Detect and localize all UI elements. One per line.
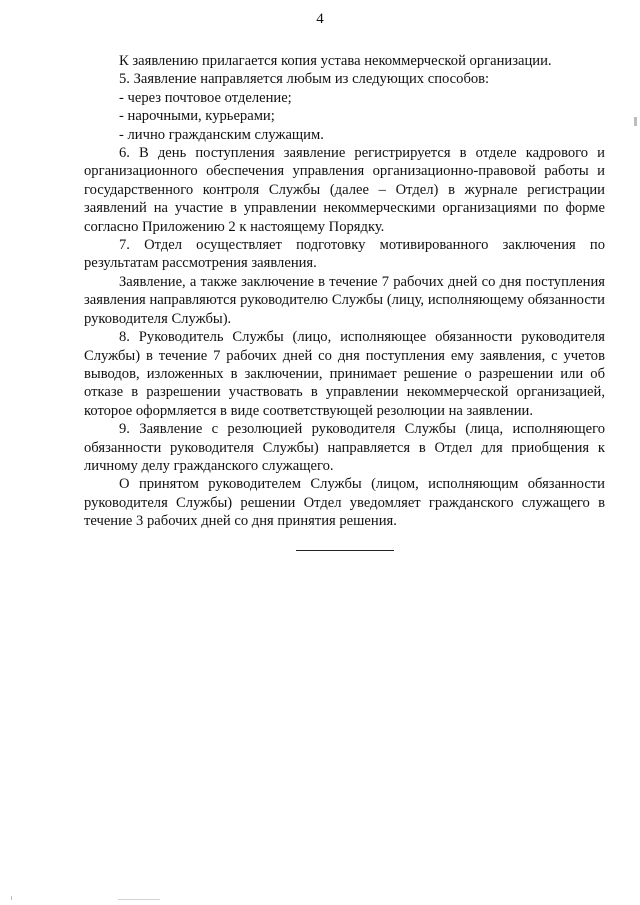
paragraph-item-7: 7. Отдел осуществляет подготовку мотивированного заключения по результатам рассмотрения заявления.: [84, 237, 605, 272]
document-body: [84, 52, 605, 551]
paragraph-item-9: 9. Заявление с резолюцией руководителя Службы (лица, исполняющего обязанности руководителя Службы) направляется в Отдел для приобщения к личному делу гражданского служащего.: [84, 421, 605, 474]
closing-separator-line: [296, 550, 394, 551]
paragraph-item-6: 6. В день поступления заявление регистрируется в отделе кадрового и организационного обеспечения управления организационно-правовой работы и государственного контроля Службы (далее – Отдел) в журнале регистрации заявлений на участие в управлении некоммерческими организациями по форме согласно Приложению 2 к настоящему Порядку.: [84, 145, 605, 235]
paragraph-item-8: 8. Руководитель Службы (лицо, исполняющее обязанности руководителя Службы) в течение 7 рабочих дней со дня поступления ему заявления, с учетов выводов, изложенных в заключении, принимает решение о разрешении или об отказе в разрешении участвовать в управлении некоммерческой организацией, которое оформляется в виде соответствующей резолюции на заявлении.: [84, 329, 605, 419]
list-item-couriers: - нарочными, курьерами;: [119, 108, 275, 125]
scan-mark-right: [634, 117, 637, 126]
page-number: 4: [316, 11, 324, 27]
paragraph-charter-copy: К заявлению прилагается копия устава некоммерческой организации.: [119, 53, 552, 69]
scan-mark-bottom: [118, 899, 160, 900]
list-item-in-person: - лично гражданским служащим.: [119, 126, 324, 143]
paragraph-item-5: 5. Заявление направляется любым из следующих способов:: [119, 71, 490, 88]
list-item-post-office: - через почтовое отделение;: [119, 89, 292, 106]
paragraph-item-9-continued: О принятом руководителем Службы (лицом, исполняющим обязанности руководителя Службы) решении Отдел уведомляет гражданского служащего в течение 3 рабочих дней со дня принятия решения.: [84, 476, 605, 530]
scan-mark-left: [11, 896, 12, 900]
paragraph-item-7-continued: Заявление, а также заключение в течение 7 рабочих дней со дня поступления заявления направляются руководителю Службы (лицу, исполняющему обязанности руководителя Службы).: [84, 273, 605, 327]
